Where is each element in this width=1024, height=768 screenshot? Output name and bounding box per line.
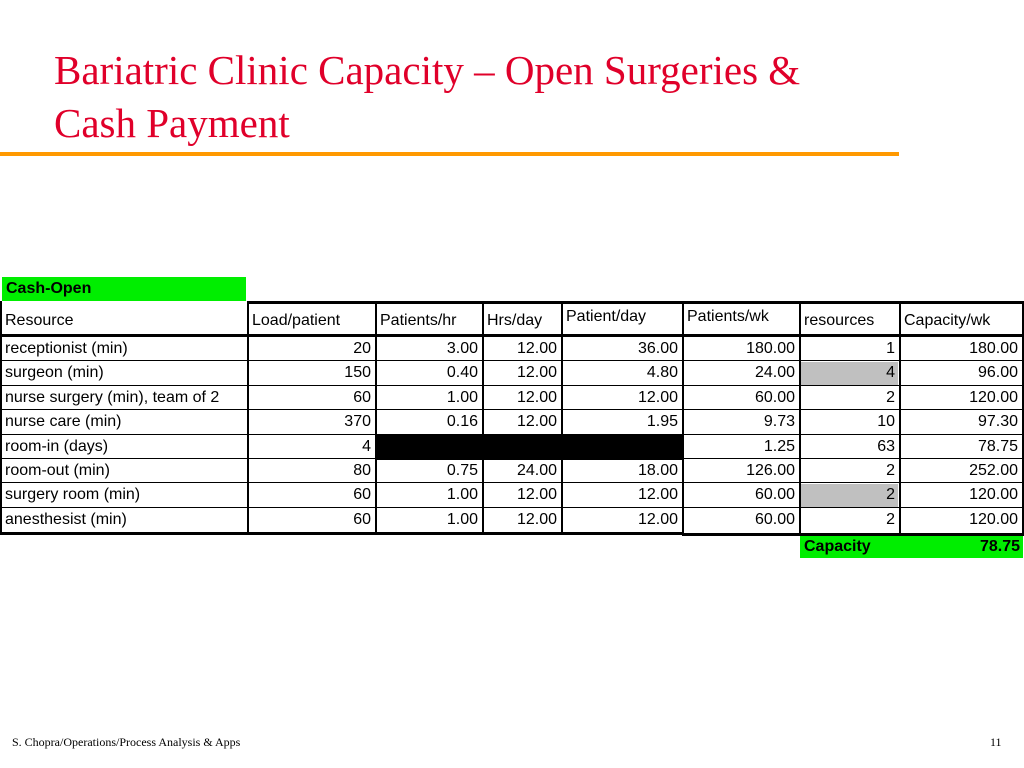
table-cell: 60 [353,388,371,406]
row-label: surgeon (min) [5,364,104,382]
table-cell: 80 [353,462,371,479]
row-divider [0,385,1024,386]
slide-title-line-1: Bariatric Clinic Capacity – Open Surgeries & [54,47,801,93]
table-cell: 120.00 [969,486,1018,504]
table-cell: 3.00 [446,340,478,357]
column-divider [375,301,377,535]
table-cell: 78.75 [977,437,1018,455]
table-cell: 0.40 [446,364,478,382]
column-divider [682,301,684,535]
row-divider [0,507,1024,508]
row-label: surgery room (min) [5,486,141,504]
table-cell: 252.00 [969,462,1018,479]
row-divider [0,482,1024,483]
table-cell: 9.73 [763,413,795,431]
table-cell: 4 [800,362,898,384]
column-divider [0,301,2,535]
table-cell: 150 [344,364,371,382]
table-cell: 12.00 [516,340,557,357]
table-cell: 4.80 [646,364,678,382]
table-cell: 0.75 [446,462,478,479]
table-cell: 1.00 [446,388,478,406]
table-bottom-border [0,532,684,535]
header-top-border [247,301,1024,304]
table-cell: 60.00 [754,388,795,406]
table-cell: 10 [877,413,895,431]
table-cell: 1 [886,340,895,357]
table-cell: 12.00 [516,486,557,504]
table-cell: 12.00 [516,388,557,406]
row-label: anesthesist (min) [5,510,127,528]
table-cell: 12.00 [637,486,678,504]
table-cell: 12.00 [637,510,678,528]
table-cell: 60 [353,486,371,504]
table-cell: 60.00 [754,510,795,528]
table-cell: 2 [886,510,895,528]
row-divider [0,458,1024,459]
header-bottom-border [0,334,1024,337]
table-cell: 60.00 [754,486,795,504]
table-cell: 1.00 [446,486,478,504]
column-header: resources [804,312,875,329]
capacity-label: Capacity [800,536,900,558]
table-cell: 20 [353,340,371,357]
column-header: Patients/wk [687,308,769,325]
table-cell: 2 [886,388,895,406]
table-cell: 96.00 [977,364,1018,382]
blocked-cells [375,435,682,460]
row-label: nurse surgery (min), team of 2 [5,388,220,406]
table-cell: 12.00 [637,388,678,406]
row-divider [0,409,1024,410]
capacity-value: 78.75 [899,536,1023,558]
page-number: 11 [990,735,1002,749]
table-cell: 1.00 [446,510,478,528]
table-cell: 36.00 [637,340,678,357]
table-cell: 4 [362,437,371,455]
column-divider [482,301,484,535]
row-divider [0,434,1024,435]
row-label: room-in (days) [5,437,109,455]
table-cell: 0.16 [446,413,478,431]
table-cell: 120.00 [969,388,1018,406]
column-header: Patients/hr [380,312,457,329]
table-cell: 24.00 [516,462,557,479]
table-cell: 60 [353,510,371,528]
column-header: Resource [5,312,74,329]
table-cell: 97.30 [977,413,1018,431]
table-cell: 12.00 [516,364,557,382]
slide-title-line-2: Cash Payment [54,100,290,146]
row-divider [0,360,1024,361]
table-cell: 180.00 [746,340,795,357]
column-divider [799,301,801,535]
table-cell: 2 [886,462,895,479]
row-label: room-out (min) [5,462,110,479]
table-cell: 370 [344,413,371,431]
row-label: nurse care (min) [5,413,122,431]
table-cell: 2 [800,484,898,506]
table-cell: 1.25 [763,437,795,455]
row-label: receptionist (min) [5,340,128,357]
table-cell: 63 [877,437,895,455]
column-divider [899,301,901,535]
table-cell: 12.00 [516,510,557,528]
table-cell: 18.00 [637,462,678,479]
column-header: Patient/day [566,308,647,325]
table-cell: 180.00 [969,340,1018,357]
column-divider [247,301,249,535]
table-cell: 126.00 [746,462,795,479]
column-header: Capacity/wk [904,312,991,329]
table-cell: 120.00 [969,510,1018,528]
column-divider [561,301,563,535]
table-cell: 24.00 [754,364,795,382]
column-header: Load/patient [252,312,341,329]
table-cell: 1.95 [646,413,678,431]
table-cell: 12.00 [516,413,557,431]
footer-credit: S. Chopra/Operations/Process Analysis & Apps [12,735,241,749]
table-label: Cash-Open [2,277,246,301]
column-header: Hrs/day [487,312,543,329]
